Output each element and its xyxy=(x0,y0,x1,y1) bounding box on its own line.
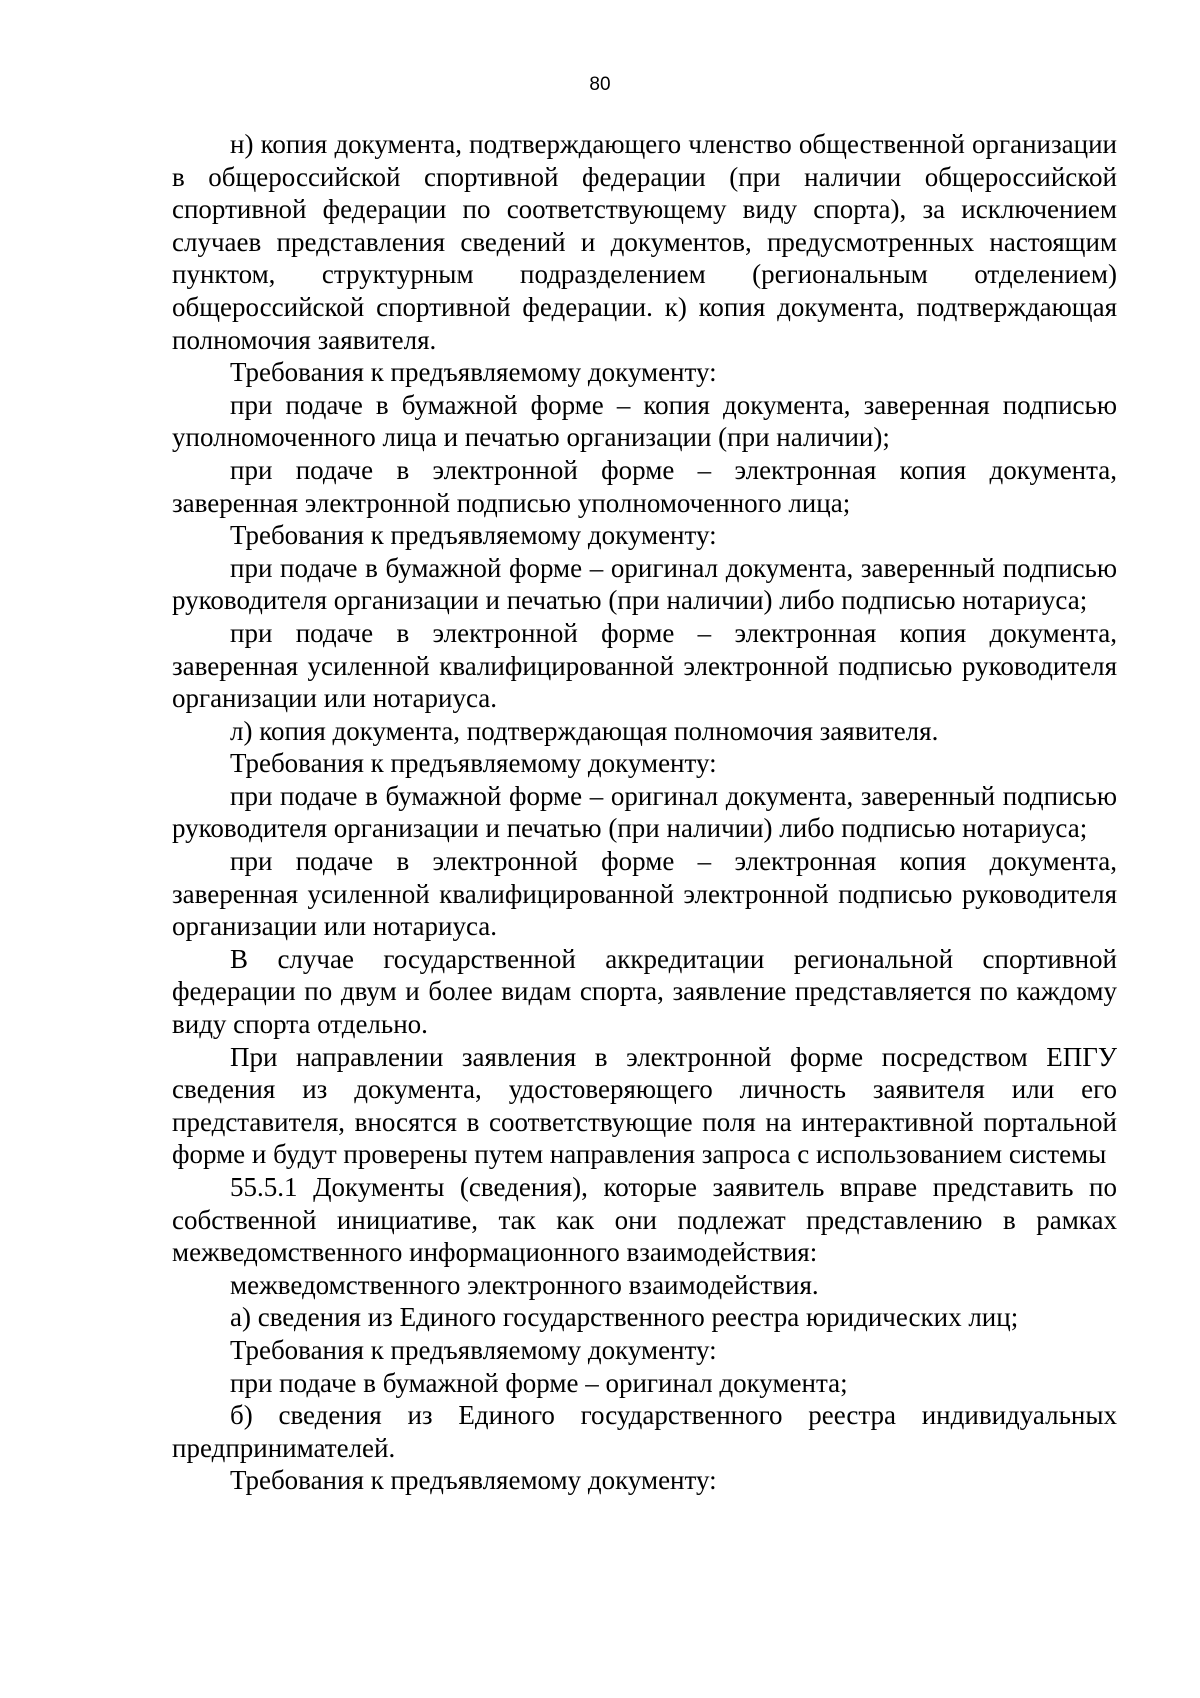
paragraph-paper-form-original-short: при подаче в бумажной форме – оригинал документа; xyxy=(230,1367,848,1398)
document-body xyxy=(172,128,1117,1497)
paragraph-requirements-heading: Требования к предъявляемому документу: xyxy=(230,1465,717,1496)
paragraph-b-egrip: б) сведения из Единого государственного реестра индивидуальных предпринимателей. xyxy=(172,1400,1117,1463)
paragraph-paper-form-original: при подаче в бумажной форме – оригинал документа, заверенный подписью руководителя организации и печатью (при наличии) либо подписью нотариуса; xyxy=(172,552,1117,616)
paragraph-requirements-heading: Требования к предъявляемому документу: xyxy=(230,1334,717,1365)
paragraph-electronic-form-copy: при подаче в электронной форме – электронная копия документа, заверенная электронной подписью уполномоченного лица; xyxy=(172,454,1117,518)
paragraph-a-egrul: а) сведения из Единого государственного реестра юридических лиц; xyxy=(230,1302,1019,1333)
paragraph-paper-form-original: при подаче в бумажной форме – оригинал документа, заверенный подписью руководителя организации и печатью (при наличии) либо подписью нотариуса; xyxy=(172,780,1117,844)
paragraph-interagency-interaction: межведомственного электронного взаимодействия. xyxy=(230,1269,819,1300)
paragraph-55-5-1: 55.5.1 Документы (сведения), которые заявитель вправе представить по собственной инициативе, так как они подлежат представлению в рамках межведомственного информационного взаимодействия: xyxy=(172,1172,1117,1268)
paragraph-requirements-heading: Требования к предъявляемому документу: xyxy=(230,748,717,779)
paragraph-epgu-submission: При направлении заявления в электронной форме посредством ЕПГУ сведения из документа, удостоверяющего личность заявителя или его представителя, вносятся в соответствующие поля на интерактивной портальной форме и будут проверены путем направления запроса с использованием системы xyxy=(172,1041,1117,1170)
paragraph-multiple-sports: В случае государственной аккредитации региональной спортивной федерации по двум и более видам спорта, заявление представляется по каждому виду спорта отдельно. xyxy=(172,943,1117,1040)
paragraph-electronic-form-qualified: при подаче в электронной форме – электронная копия документа, заверенная усиленной квалифицированной электронной подписью руководителя организации или нотариуса. xyxy=(172,617,1117,714)
paragraph-requirements-heading: Требования к предъявляемому документу: xyxy=(230,520,717,551)
paragraph-l-authority-copy: л) копия документа, подтверждающая полномочия заявителя. xyxy=(230,715,939,746)
paragraph-electronic-form-qualified: при подаче в электронной форме – электронная копия документа, заверенная усиленной квалифицированной электронной подписью руководителя организации или нотариуса. xyxy=(172,846,1117,942)
paragraph-n-membership-copy: н) копия документа, подтверждающего членство общественной организации в общероссийской спортивной федерации (при наличии общероссийской спортивной федерации по соответствующему виду спорта), за исключением случаев представления сведений и документов, предусмотренных настоящим пунктом, структурным подразделением (региональным отделением) общероссийской спортивной федерации. к) копия документа, подтверждающая полномочия заявителя. xyxy=(172,129,1117,355)
paragraph-paper-form-copy: при подаче в бумажной форме – копия документа, заверенная подписью уполномоченного лица и печатью организации (при наличии); xyxy=(172,389,1117,453)
page-number: 80 xyxy=(589,74,611,95)
paragraph-requirements-heading: Требования к предъявляемому документу: xyxy=(230,357,717,388)
